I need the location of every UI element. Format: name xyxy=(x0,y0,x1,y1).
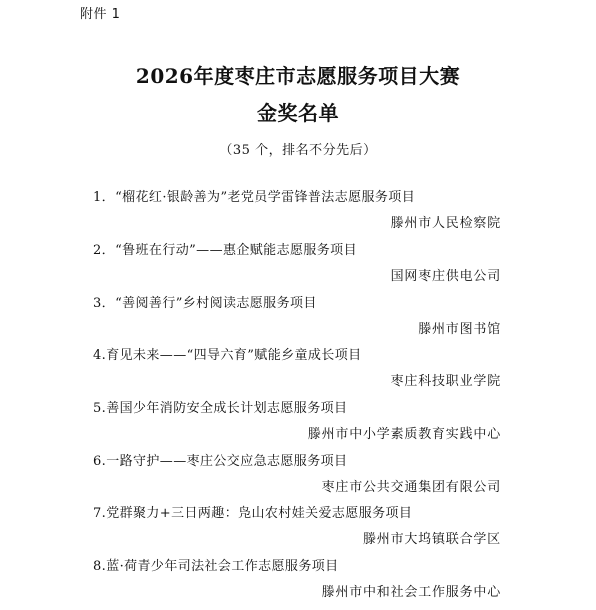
award-entry-org: 滕州市大坞镇联合学区 xyxy=(362,532,501,547)
award-entry-org: 枣庄市公共交通集团有限公司 xyxy=(321,480,501,495)
award-entry-org: 枣庄科技职业学院 xyxy=(390,374,501,389)
award-entry-org: 滕州市人民检察院 xyxy=(390,216,501,231)
award-entry-title: 8.蓝·荷青少年司法社会工作志愿服务项目 xyxy=(93,559,339,574)
document-title-line-1: 2026年度枣庄市志愿服务项目大赛 xyxy=(135,64,461,88)
award-entry-title: 6.一路守护——枣庄公交应急志愿服务项目 xyxy=(93,454,348,469)
document-subtitle: （35 个，排名不分先后） xyxy=(219,143,377,158)
award-entry-title: 2．“鲁班在行动”——惠企赋能志愿服务项目 xyxy=(93,243,357,258)
award-entry-title: 3．“善阅善行”乡村阅读志愿服务项目 xyxy=(93,296,317,311)
award-entry-title: 4.育见未来——“四导六育”赋能乡童成长项目 xyxy=(93,348,362,363)
award-entry-title: 1．“榴花红·银龄善为”老党员学雷锋普法志愿服务项目 xyxy=(93,190,416,205)
award-entry-org: 滕州市中和社会工作服务中心 xyxy=(321,585,501,600)
document-title-line-2: 金奖名单 xyxy=(257,101,339,125)
award-entry-org: 滕州市中小学素质教育实践中心 xyxy=(307,427,501,442)
attachment-label: 附件 1 xyxy=(80,7,121,22)
award-entry-title: 5.善国少年消防安全成长计划志愿服务项目 xyxy=(93,401,348,416)
award-entry-org: 国网枣庄供电公司 xyxy=(390,269,501,284)
award-entry-title: 7.党群聚力+三日两趣：凫山农村娃关爱志愿服务项目 xyxy=(93,506,413,521)
award-entry-org: 滕州市图书馆 xyxy=(418,322,501,337)
